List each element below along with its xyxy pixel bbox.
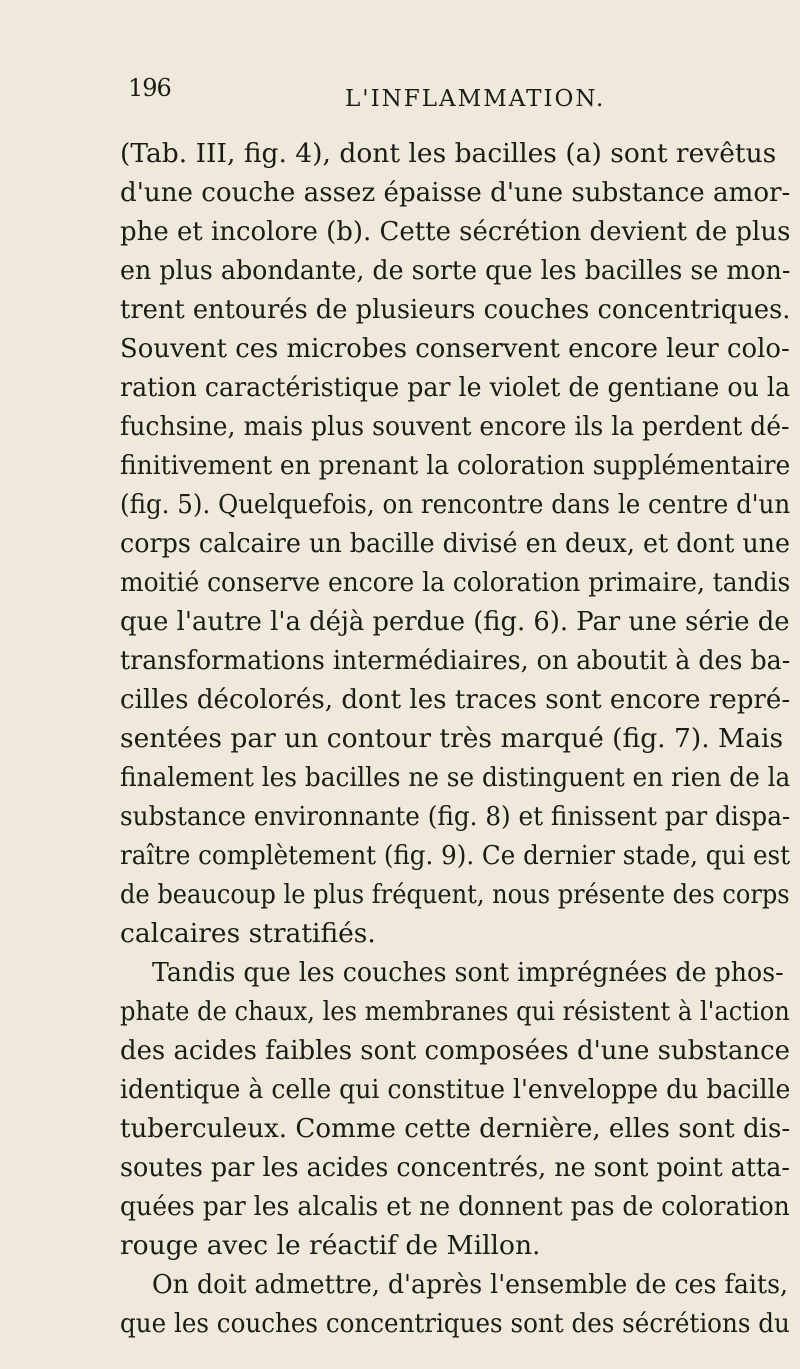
text-line: (fig. 5). Quelquefois, on rencontre dans le centre d'un	[120, 489, 791, 520]
text-line: transformations intermédiaires, on aboutit à des ba-	[120, 645, 791, 676]
text-line: On doit admettre, d'après l'ensemble de ces faits,	[152, 1269, 789, 1300]
text-line: phe et incolore (b). Cette sécrétion devient de plus	[120, 216, 791, 247]
page-number: 196	[128, 74, 171, 102]
text-line: moitié conserve encore la coloration primaire, tandis	[120, 567, 791, 598]
text-line: Souvent ces microbes conservent encore leur colo-	[120, 333, 790, 364]
text-line: que l'autre l'a déjà perdue (fig. 6). Par une série de	[120, 606, 790, 637]
text-line: cilles décolorés, dont les traces sont encore repré-	[120, 684, 791, 715]
text-line: Tandis que les couches sont imprégnées de phos-	[152, 957, 784, 988]
text-line: en plus abondante, de sorte que les bacilles se mon-	[120, 255, 791, 286]
text-line: corps calcaire un bacille divisé en deux, et dont une	[120, 528, 791, 559]
text-line: sentées par un contour très marqué (fig. 7). Mais	[120, 723, 784, 754]
text-line: substance environnante (fig. 8) et finissent par dispa-	[120, 801, 791, 832]
text-line: calcaires stratifiés.	[120, 918, 376, 949]
text-line: rouge avec le réactif de Millon.	[120, 1230, 541, 1261]
running-title: L'INFLAMMATION.	[345, 86, 606, 112]
text-line: ration caractéristique par le violet de gentiane ou la	[120, 372, 791, 403]
text-line: d'une couche assez épaisse d'une substance amor-	[120, 177, 791, 208]
text-line: trent entourés de plusieurs couches concentriques.	[120, 294, 791, 325]
text-line: fuchsine, mais plus souvent encore ils la perdent dé-	[120, 411, 790, 442]
text-line: soutes par les acides concentrés, ne sont point atta-	[120, 1152, 790, 1183]
text-line: (Tab. III, fig. 4), dont les bacilles (a) sont revêtus	[120, 138, 777, 169]
text-line: de beaucoup le plus fréquent, nous présente des corps	[120, 879, 790, 910]
text-line: des acides faibles sont composées d'une substance	[120, 1035, 790, 1066]
text-line: identique à celle qui constitue l'enveloppe du bacille	[120, 1074, 791, 1105]
text-line: finalement les bacilles ne se distinguent en rien de la	[120, 762, 791, 793]
text-line: quées par les alcalis et ne donnent pas de coloration	[120, 1191, 790, 1222]
text-line: que les couches concentriques sont des sécrétions du	[120, 1308, 790, 1339]
text-line: raître complètement (fig. 9). Ce dernier stade, qui est	[120, 840, 790, 871]
text-line: phate de chaux, les membranes qui résistent à l'action	[120, 996, 790, 1027]
text-line: finitivement en prenant la coloration supplémentaire	[120, 450, 791, 481]
text-line: tuberculeux. Comme cette dernière, elles sont dis-	[120, 1113, 791, 1144]
